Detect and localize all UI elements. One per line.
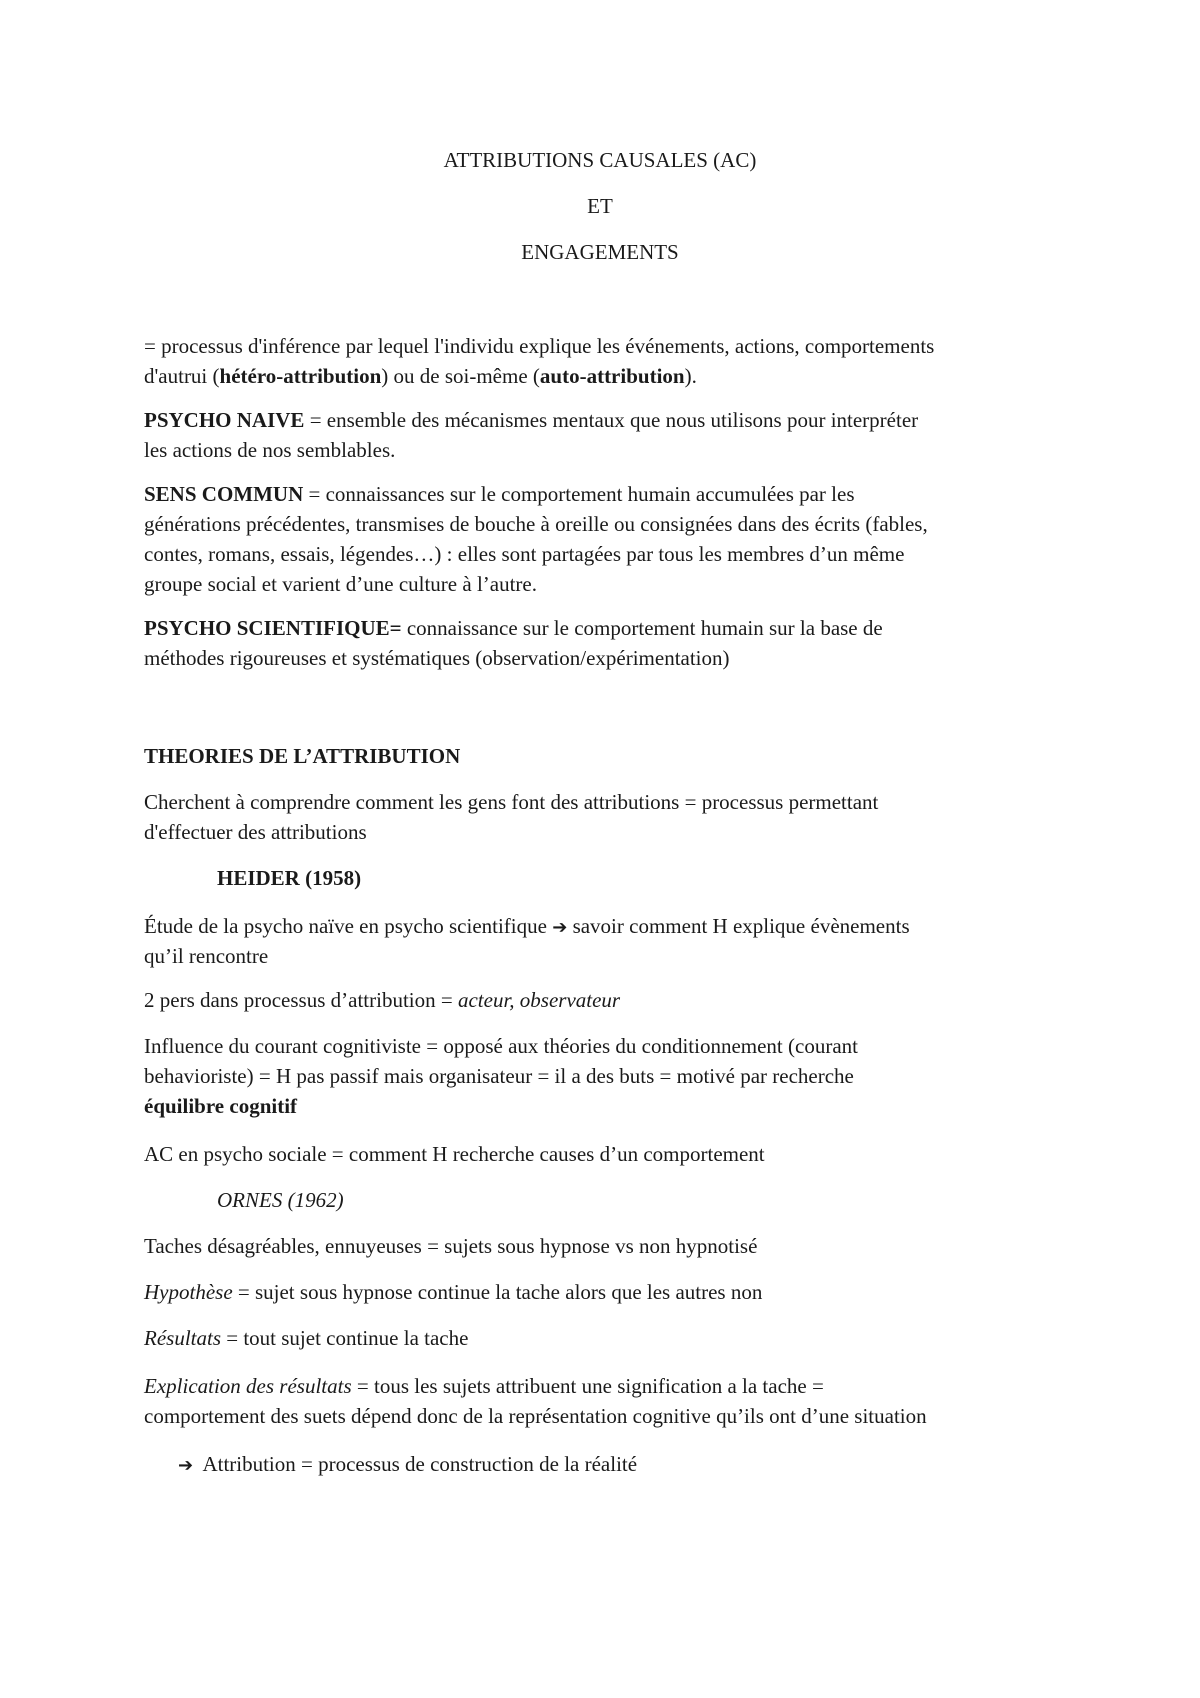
ornes-resultats: Résultats = tout sujet continue la tache: [144, 1326, 469, 1350]
ornes-explication-line-2: comportement des suets dépend donc de la représentation cognitive qu’ils ont d’une situation: [144, 1404, 927, 1428]
heider-heading: HEIDER (1958): [217, 866, 362, 890]
ornes-heading: ORNES (1962): [217, 1188, 344, 1212]
heider-p3-line-2: behavioriste) = H pas passif mais organisateur = il a des buts = motivé par recherche: [144, 1064, 854, 1088]
intro-line-1: = processus d'inférence par lequel l'individu explique les événements, actions, comportements: [144, 334, 935, 358]
sens-commun-line-2: générations précédentes, transmises de bouche à oreille ou consignées dans des écrits (fables,: [144, 512, 928, 536]
psycho-naive-term: PSYCHO NAIVE: [144, 408, 305, 432]
doc-title-line-2: ET: [587, 194, 613, 218]
psycho-scientifique-term: PSYCHO SCIENTIFIQUE=: [144, 616, 402, 640]
psycho-naive-line-1: PSYCHO NAIVE = ensemble des mécanismes mentaux que nous utilisons pour interpréter: [144, 408, 919, 432]
psycho-naive-line-2: les actions de nos semblables.: [144, 438, 396, 462]
sens-commun-line-4: groupe social et varient d’une culture à l’autre.: [144, 572, 537, 596]
theories-line-1: Cherchent à comprendre comment les gens font des attributions = processus permettant: [144, 790, 879, 814]
theories-heading: THEORIES DE L’ATTRIBUTION: [144, 744, 461, 768]
heider-p1-line-1: Étude de la psycho naïve en psycho scientifique ➔ savoir comment H explique évènements: [144, 912, 910, 942]
hetero-attribution-term: hétéro-attribution: [219, 364, 382, 388]
ornes-hypothese: Hypothèse = sujet sous hypnose continue la tache alors que les autres non: [144, 1280, 763, 1304]
auto-attribution-term: auto-attribution: [539, 364, 685, 388]
sens-commun-line-1: SENS COMMUN = connaissances sur le comportement humain accumulées par les: [144, 482, 855, 506]
heider-p1-line-2: qu’il rencontre: [144, 944, 269, 968]
sens-commun-term: SENS COMMUN: [144, 482, 304, 506]
arrow-right-icon: ➔: [178, 1455, 194, 1476]
conclusion-line: [178, 1450, 637, 1480]
resultats-label: Résultats: [144, 1326, 221, 1350]
psycho-scientifique-line-2: méthodes rigoureuses et systématiques (observation/expérimentation): [144, 646, 730, 670]
ornes-p1: Taches désagréables, ennuyeuses = sujets sous hypnose vs non hypnotisé: [144, 1234, 758, 1258]
ornes-explication-line-1: Explication des résultats = tous les sujets attribuent une signification a la tache =: [144, 1374, 824, 1398]
intro-line-2: d'autrui (hétéro-attribution) ou de soi-même (auto-attribution).: [144, 364, 697, 388]
doc-title-line-1: ATTRIBUTIONS CAUSALES (AC): [443, 148, 757, 172]
heider-p4: AC en psycho sociale = comment H recherche causes d’un comportement: [144, 1142, 765, 1166]
psycho-scientifique-line-1: PSYCHO SCIENTIFIQUE= connaissance sur le comportement humain sur la base de: [144, 616, 883, 640]
arrow-right-icon: ➔: [552, 917, 568, 938]
conclusion-text: Attribution = processus de construction de la réalité: [202, 1452, 638, 1476]
sens-commun-line-3: contes, romans, essais, légendes…) : elles sont partagées par tous les membres d’un même: [144, 542, 905, 566]
theories-line-2: d'effectuer des attributions: [144, 820, 367, 844]
heider-p2: 2 pers dans processus d’attribution = acteur, observateur: [144, 988, 621, 1012]
explication-label: Explication des résultats: [144, 1374, 352, 1398]
acteur-observateur-term: acteur, observateur: [457, 988, 621, 1012]
hypothese-label: Hypothèse: [144, 1280, 233, 1304]
heider-p3-line-1: Influence du courant cognitiviste = opposé aux théories du conditionnement (courant: [144, 1034, 858, 1058]
heider-p3-line-3: équilibre cognitif: [144, 1094, 298, 1118]
doc-title-line-3: ENGAGEMENTS: [521, 240, 679, 264]
